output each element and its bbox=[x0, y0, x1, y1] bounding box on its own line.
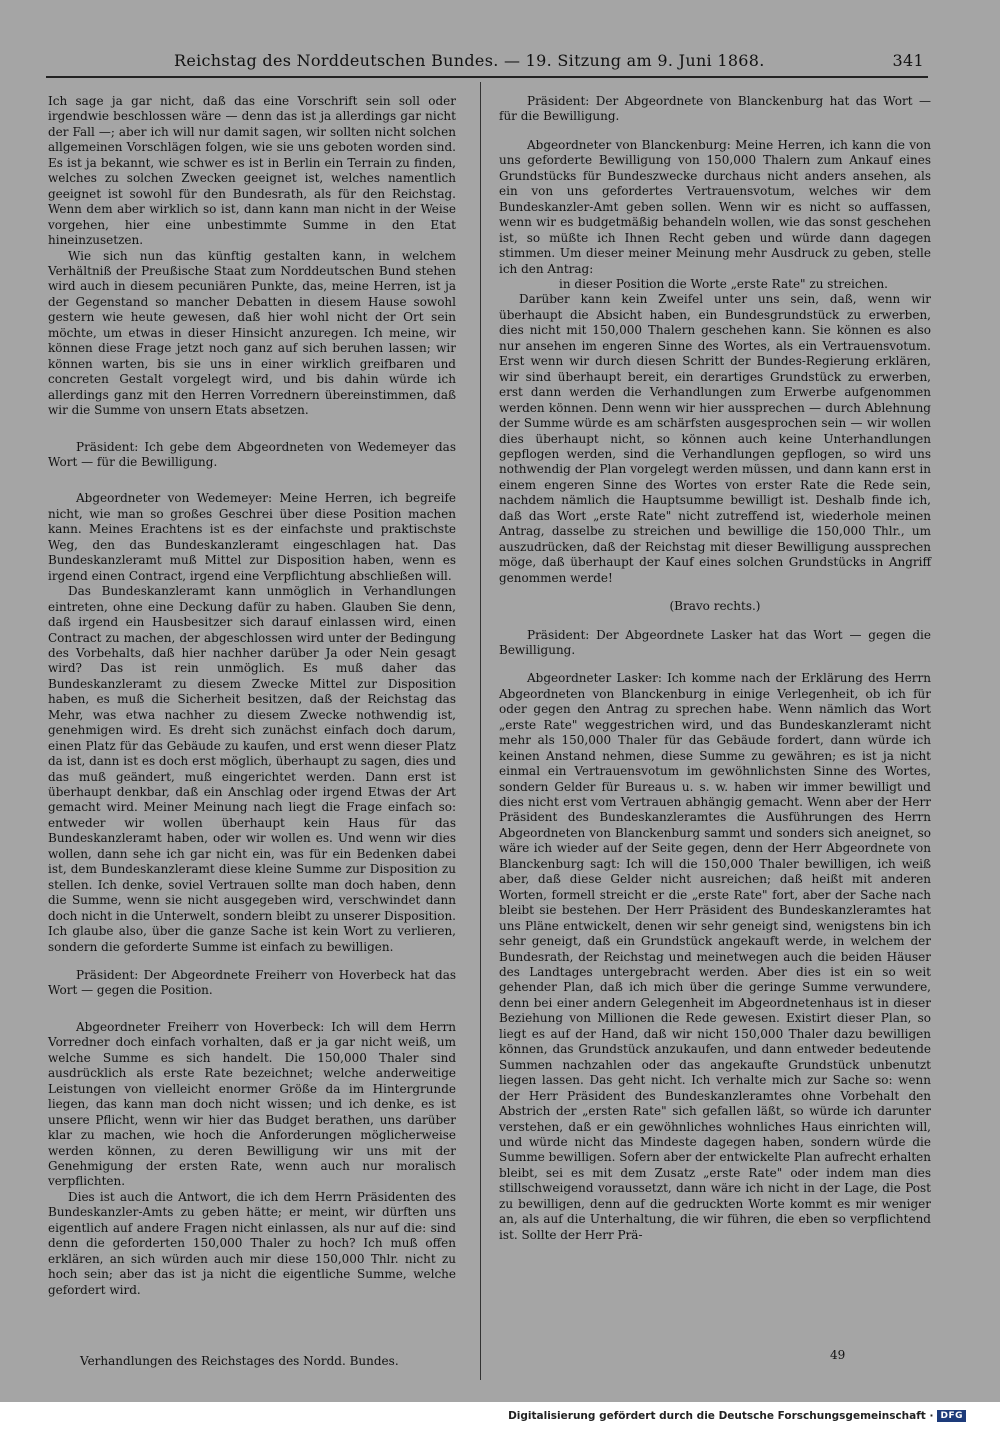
page-number: 341 bbox=[892, 51, 924, 70]
digitization-credit bbox=[508, 1410, 966, 1422]
source-line: Verhandlungen des Reichstages des Nordd. Bundes. bbox=[80, 1354, 399, 1368]
president-remark: Präsident: Ich gebe dem Abgeordneten von Wedemeyer das Wort — für die Bewilligung. bbox=[48, 439, 456, 469]
interjection: (Bravo rechts.) bbox=[669, 599, 761, 614]
credit-text: Digitalisierung gefördert durch die Deutsche Forschungsgemeinschaft · bbox=[508, 1410, 934, 1422]
running-header bbox=[46, 48, 928, 78]
paragraph: Dies ist auch die Antwort, die ich dem Herrn Präsidenten des Bundeskanzler-Amts zu geben hätte; er meint, wir dürften uns eigentlich auf andere Fragen nicht einlassen, als nur auf die: sind denn die geforderten 150,000 Thaler zu hoch? Ich muß offen erklären, an sich würden auch mir diese 150,000 Thlr. nicht zu hoch sein; aber das ist ja nicht die eigentliche Summe, welche gefordert wird. bbox=[48, 1189, 456, 1297]
president-remark: Präsident: Der Abgeordnete Lasker hat das Wort — gegen die Bewilligung. bbox=[499, 627, 931, 657]
sheet-number: 49 bbox=[830, 1348, 846, 1362]
paragraph: Das Bundeskanzleramt kann unmöglich in Verhandlungen eintreten, ohne eine Deckung dafür zu haben. Glauben Sie denn, daß irgend ein Hausbesitzer sich darauf einlassen wird, einen Contract zu machen, der abgeschlossen wird unter der Bedingung des Vorbehalts, daß hier nachher darüber Ja oder Nein gesagt wird? Das ist rein unmöglich. Es muß daher das Bundeskanzleramt zu diesem Zwecke Mittel zur Disposition haben, es muß die Sicherheit besitzen, daß der Reichstag das Mehr, was etwa nachher zu diesem Zwecke nothwendig ist, genehmigen wird. Es dreht sich zunächst einfach doch darum, einen Platz für das Gebäude zu kaufen, und erst wenn dieser Platz da ist, dann ist es doch erst möglich, überhaupt zu sagen, dies und das muß geändert, muß eingerichtet werden. Dann erst ist überhaupt denkbar, daß ein Anschlag oder irgend Etwas der Art gemacht wird. Meiner Meinung nach liegt die Frage einfach so: entweder wir wollen überhaupt kein Haus für das Bundeskanzleramt haben, oder wir wollen es. Und wenn wir dies wollen, dann sehe ich gar nicht ein, was für ein Bedenken dabei ist, dem Bundeskanzleramt diese kleine Summe zur Disposition zu stellen. Ich denke, soviel Vertrauen sollte man doch haben, denn die Summe, wenn sie nicht ausgegeben wird, verschwindet dann doch nicht in die Unterwelt, sondern bleibt zu unserer Disposition. Ich glaube also, über die ganze Sache ist kein Wort zu verlieren, sondern die geforderte Summe ist einfach zu bewilligen. bbox=[48, 584, 456, 954]
paragraph: Darüber kann kein Zweifel unter uns sein, daß, wenn wir überhaupt die Absicht haben, ein Bundesgrundstück zu erwerben, dies nicht mit 150,000 Thalern geschehen kann. Sie können es also nur ansehen im engeren Sinne des Wortes, als ein Vertrauensvotum. Erst wenn wir durch diesen Schritt der Bundes-Regierung erklären, wir sind überhaupt bereit, ein derartiges Grundstück zu erwerben, erst dann werden die Verhandlungen zum Erwerbe aufgenommen werden können. Denn wenn wir hier aussprechen — durch Ablehnung der Summe würde es am schärfsten ausgesprochen sein — wir wollen dies überhaupt nicht, so können auch keine Unterhandlungen gepflogen werden, sind die Verhandlungen gepflogen, so wird uns nothwendig der Plan vorgelegt werden müssen, und dann kann erst in einem engeren Sinne des Wortes von erster Rate die Rede sein, nachdem nämlich die Hauptsumme bewilligt ist. Deshalb finde ich, daß das Wort „erste Rate" nicht zutreffend ist, wiederhole meinen Antrag, dasselbe zu streichen und bewillige die 150,000 Thlr., um auszudrücken, daß der Reichstag mit dieser Bewilligung aussprechen möge, daß überhaupt der Kauf eines solchen Grundstücks in Angriff genommen werde! bbox=[499, 292, 931, 585]
dfg-logo: DFG bbox=[937, 1410, 966, 1422]
president-remark: Präsident: Der Abgeordnete von Blanckenburg hat das Wort — für die Bewilligung. bbox=[499, 94, 931, 124]
column-divider bbox=[480, 82, 481, 1380]
right-column bbox=[499, 94, 931, 1243]
speech-lasker: Abgeordneter Lasker: Ich komme nach der Erklärung des Herrn Abgeordneten von Blanckenburg in einige Verlegenheit, ob ich für oder gegen den Antrag zu sprechen habe. Wenn nämlich das Wort „erste Rate" weggestrichen wird, und das Bundeskanzleramt nicht mehr als 150,000 Thaler für das Gebäude fordert, dann würde ich keinen Anstand nehmen, diese Summe zu gewähren; es ist ja nicht einmal ein Vertrauensvotum im gewöhnlichsten Sinne des Wortes, sondern Gelder für Bureaus u. s. w. haben wir immer bewilligt und dies nicht erst vom Vertrauen abhängig gemacht. Wenn aber der Herr Präsident des Bundeskanzleramtes die Ausführungen des Herrn Abgeordneten von Blanckenburg sammt und sonders sich aneignet, so wäre ich wieder auf der Seite gegen, denn der Herr Abgeordnete von Blanckenburg sagt: Ich will die 150,000 Thaler bewilligen, ich weiß aber, daß diese Gelder nicht ausreichen; daß heißt mit anderen Worten, formell streicht er die „erste Rate" fort, aber der Sache nach bleibt sie bestehen. Der Herr Präsident des Bundeskanzleramtes hat uns Pläne entwickelt, denen wir sehr geneigt sind, wenigstens bin ich sehr geneigt, daß ein Grundstück angekauft werde, in welchem der Bundesrath, der Reichstag und meinetwegen auch die beiden Häuser des Landtages untergebracht werden. Aber dies ist ein so weit gehender Plan, daß ich mich über die geringe Summe verwundere, denn bei einer andern Gelegenheit im Abgeordnetenhaus ist in dieser Beziehung von Millionen die Rede gewesen. Existirt dieser Plan, so liegt es auf der Hand, daß wir nicht 150,000 Thaler dazu bewilligen können, das Grundstück anzukaufen, und dann entweder bedeutende Summen nachzahlen oder das angekaufte Grundstück unbenutzt liegen lassen. Das geht nicht. Ich verhalte mich zur Sache so: wenn der Herr Präsident des Bundeskanzleramtes ohne Vorbehalt den Abstrich der „ersten Rate" sich gefallen läßt, so würde ich darunter verstehen, daß er ein gewöhnliches wohnliches Haus einrichten will, und würde nicht das Mindeste dagegen haben, sondern würde die Summe bewilligen. Sofern aber der entwickelte Plan aufrecht erhalten bleibt, sei es mit dem Zusatz „erste Rate" oder indem man dies stillschweigend voraussetzt, dann wäre ich nicht in der Lage, die Post zu bewilligen, denn auf die gedruckten Worte kommt es mir weniger an, als auf die Unterhaltung, die wir führen, die eben so verpflichtend ist. Sollte der Herr Prä- bbox=[499, 671, 931, 1242]
speech-blanckenburg: Abgeordneter von Blanckenburg: Meine Herren, ich kann die von uns geforderte Bewilligung von 150,000 Thalern zum Ankauf eines Grundstücks für Bundeszwecke durchaus nicht anders ansehen, als ein von uns gefordertes Vertrauensvotum, welches wir dem Bundeskanzler-Amt geben sollen. Wenn wir es nicht so auffassen, wenn wir es budgetmäßig behandeln wollen, wie das sonst geschehen ist, so müßte ich Ihnen Recht geben und würde dann dagegen stimmen. Um dieser meiner Meinung mehr Ausdruck zu geben, stelle ich den Antrag: bbox=[499, 137, 931, 276]
speech-hoverbeck: Abgeordneter Freiherr von Hoverbeck: Ich will dem Herrn Vorredner doch einfach vorhalten, daß er ja gar nicht weiß, um welche Summe es sich handelt. Die 150,000 Thaler sind ausdrücklich als erste Rate bezeichnet; welche anderweitige Leistungen von vielleicht enormer Größe da im Hintergrunde liegen, das kann man doch nicht wissen; und ich denke, es ist unsere Pflicht, wenn wir hier das Budget berathen, uns darüber klar zu machen, wie hoch die Anforderungen möglicherweise werden können, zu deren Bewilligung wir uns mit der Genehmigung der ersten Rate, wenn auch nur moralisch verpflichten. bbox=[48, 1019, 456, 1189]
motion-text: in dieser Position die Worte „erste Rate" zu streichen. bbox=[559, 276, 888, 291]
left-column bbox=[48, 94, 456, 1298]
paragraph: Wie sich nun das künftig gestalten kann, in welchem Verhältniß der Preußische Staat zum Norddeutschen Bund stehen wird auch in diesem pecuniären Punkte, das, meine Herren, ist ja der Gegenstand so mancher Debatten in diesem Hause sowohl gestern wie heute gewesen, daß hier wohl nicht der Ort sein möchte, um etwas in dieser Hinsicht anzuregen. Ich meine, wir können diese Frage jetzt noch ganz auf sich beruhen lassen; wir können warten, bis sie uns in einer wirklich greifbaren und concreten Gestalt vorgelegt wird, und bis dahin würde ich allerdings ganz mit den Herren Vorrednern übereinstimmen, daß wir die Summe von unsern Etats absetzen. bbox=[48, 248, 456, 418]
header-title: Reichstag des Norddeutschen Bundes. — 19. Sitzung am 9. Juni 1868. bbox=[174, 51, 765, 70]
president-remark: Präsident: Der Abgeordnete Freiherr von Hoverbeck hat das Wort — gegen die Position. bbox=[48, 968, 456, 998]
paragraph: Ich sage ja gar nicht, daß das eine Vorschrift sein soll oder irgendwie beschlossen wäre — denn das ist ja allerdings gar nicht der Fall —; aber ich will nur damit sagen, wir sollten nicht solchen allgemeinen Vorschlägen folgen, wie sie uns geboten worden sind. Es ist ja bekannt, wie schwer es ist in Berlin ein Terrain zu finden, welches zu solchen Zwecken geeignet ist, welches namentlich geeignet ist sowohl für den Bundesrath, als für den Reichstag. Wenn dem aber wirklich so ist, dann kann man nicht in der Weise vorgehen, hier eine unbestimmte Summe in den Etat hineinzusetzen. bbox=[48, 94, 456, 248]
speech-wedemeyer: Abgeordneter von Wedemeyer: Meine Herren, ich begreife nicht, wie man so großes Geschrei über diese Position machen kann. Meines Erachtens ist es der einfachste und praktischste Weg, den das Bundeskanzleramt eingeschlagen hat. Das Bundeskanzleramt muß Mittel zur Disposition haben, wenn es irgend einen Contract, irgend eine Verpflichtung abschließen will. bbox=[48, 491, 456, 583]
